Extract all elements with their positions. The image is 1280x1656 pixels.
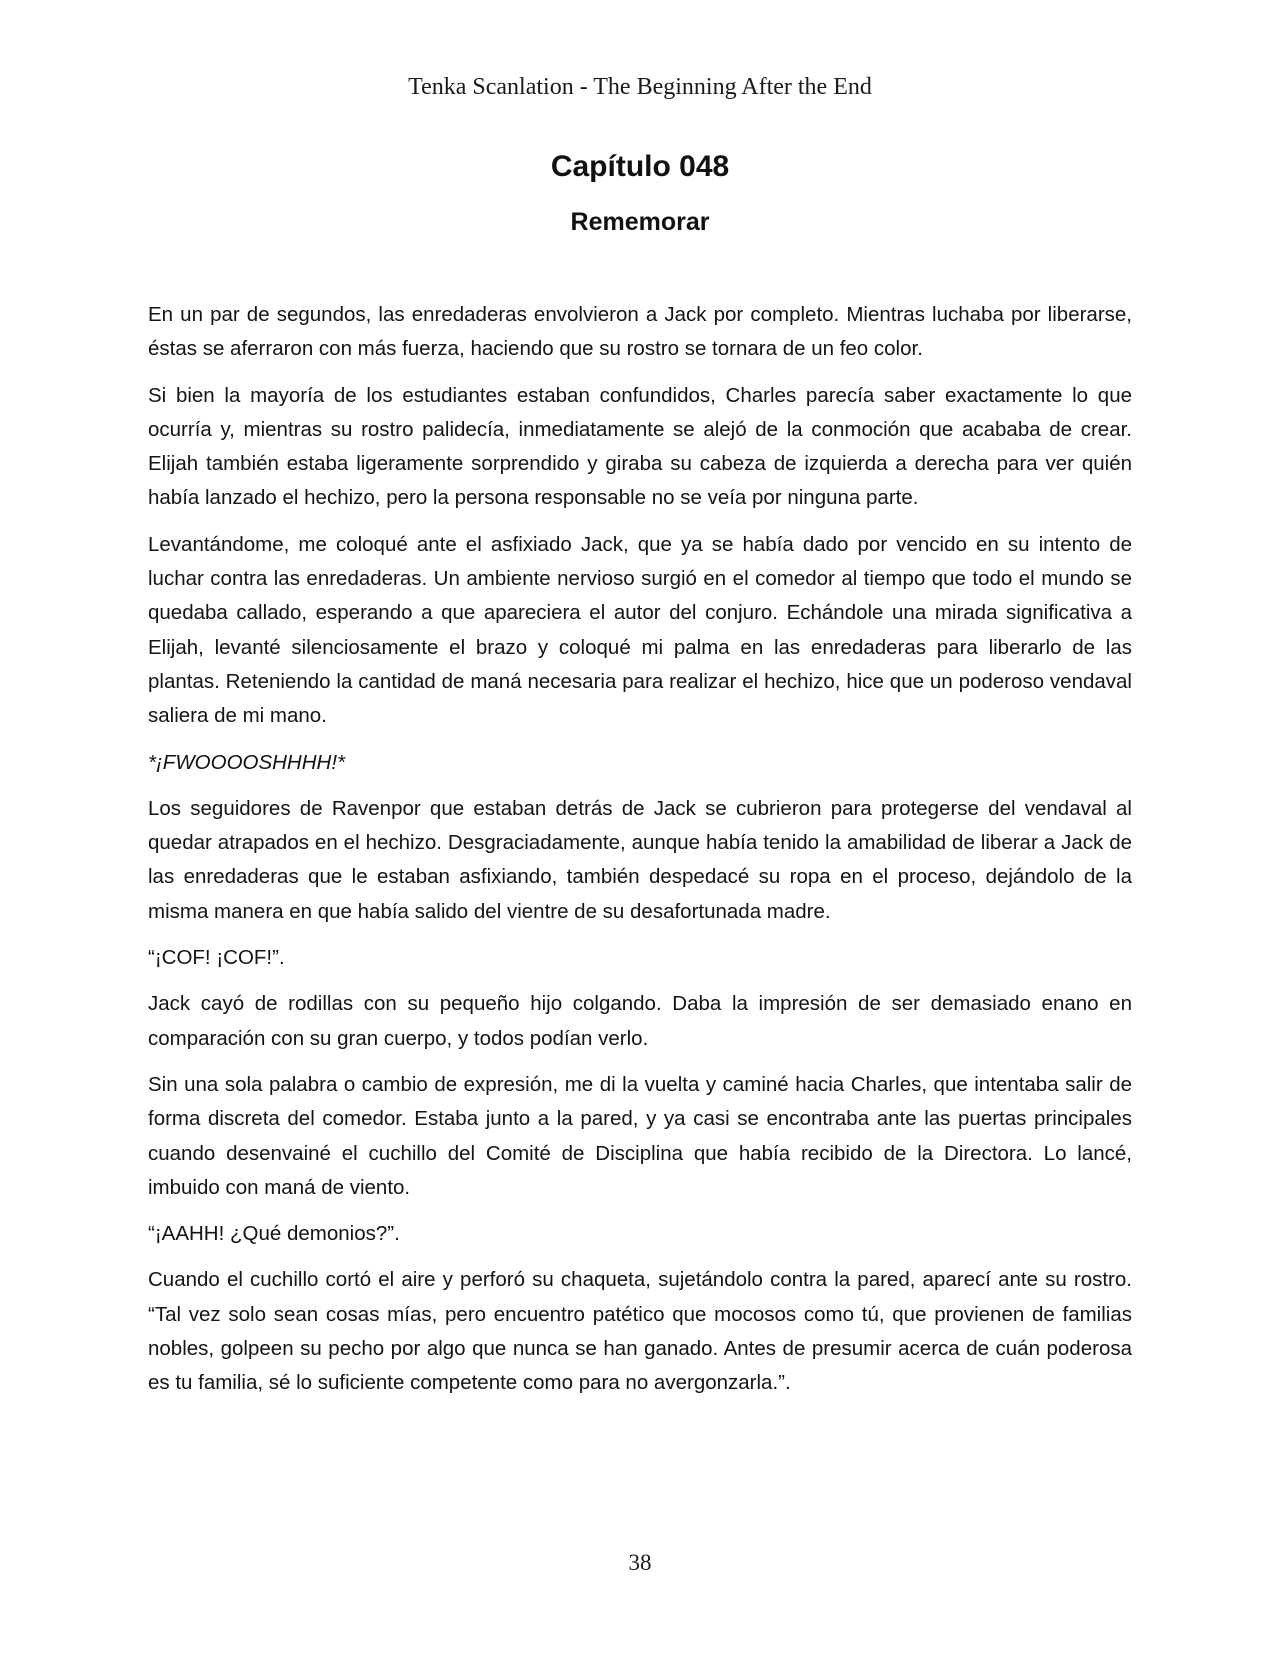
paragraph: Jack cayó de rodillas con su pequeño hijo colgando. Daba la impresión de ser demasiado enano en comparación con su gran cuerpo, y todos podían verlo. [148, 992, 1132, 1050]
paragraph: Levantándome, me coloqué ante el asfixiado Jack, que ya se había dado por vencido en su intento de luchar contra las enredaderas. Un ambiente nervioso surgió en el comedor al tiempo que todo el mundo se quedaba callado, esperando a que apareciera el autor del conjuro. Echándole una mirada significativa a Elijah, levanté silenciosamente el brazo y coloqué mi palma en las enredaderas para liberarlo de las plantas. Reteniendo la cantidad de maná necesaria para realizar el hechizo, hice que un poderoso vendaval saliera de mi mano. [148, 532, 1132, 728]
running-header: Tenka Scanlation - The Beginning After the End [408, 74, 872, 100]
dialogue-line: “¡AAHH! ¿Qué demonios?”. [148, 1222, 400, 1246]
dialogue-line: “¡COF! ¡COF!”. [148, 946, 285, 970]
paragraph: Los seguidores de Ravenpor que estaban detrás de Jack se cubrieron para protegerse del vendaval al quedar atrapados en el hechizo. Desgraciadamente, aunque había tenido la amabilidad de liberar a Jack de las enredaderas que le estaban asfixiando, también despedacé su ropa en el proceso, dejándolo de la misma manera en que había salido del vientre de su desafortunada madre. [148, 796, 1132, 923]
page-number: 38 [628, 1550, 652, 1575]
paragraph: Si bien la mayoría de los estudiantes estaban confundidos, Charles parecía saber exactamente lo que ocurría y, mientras su rostro palidecía, inmediatamente se alejó de la conmoción que acababa de crear. Elijah también estaba ligeramente sorprendido y giraba su cabeza de izquierda a derecha para ver quién había lanzado el hechizo, pero la persona responsable no se veía por ninguna parte. [148, 383, 1132, 510]
chapter-body [148, 298, 1132, 1413]
chapter-title: Capítulo 048 [550, 150, 730, 183]
paragraph: Cuando el cuchillo cortó el aire y perforó su chaqueta, sujetándolo contra la pared, aparecí ante su rostro. “Tal vez solo sean cosas mías, pero encuentro patético que mocosos como tú, que provienen de familias nobles, golpeen su pecho por algo que nunca se han ganado. Antes de presumir acerca de cuán poderosa es tu familia, sé lo suficiente competente como para no avergonzarla.”. [148, 1268, 1132, 1395]
paragraph: En un par de segundos, las enredaderas envolvieron a Jack por completo. Mientras luchaba por liberarse, éstas se aferraron con más fuerza, haciendo que su rostro se tornara de un feo color. [148, 303, 1132, 361]
sound-effect: *¡FWOOOOSHHHH!* [148, 750, 346, 774]
chapter-subtitle: Rememorar [570, 208, 710, 236]
paragraph: Sin una sola palabra o cambio de expresión, me di la vuelta y caminé hacia Charles, que intentaba salir de forma discreta del comedor. Estaba junto a la pared, y ya casi se encontraba ante las puertas principales cuando desenvainé el cuchillo del Comité de Disciplina que había recibido de la Directora. Lo lancé, imbuido con maná de viento. [148, 1072, 1132, 1199]
